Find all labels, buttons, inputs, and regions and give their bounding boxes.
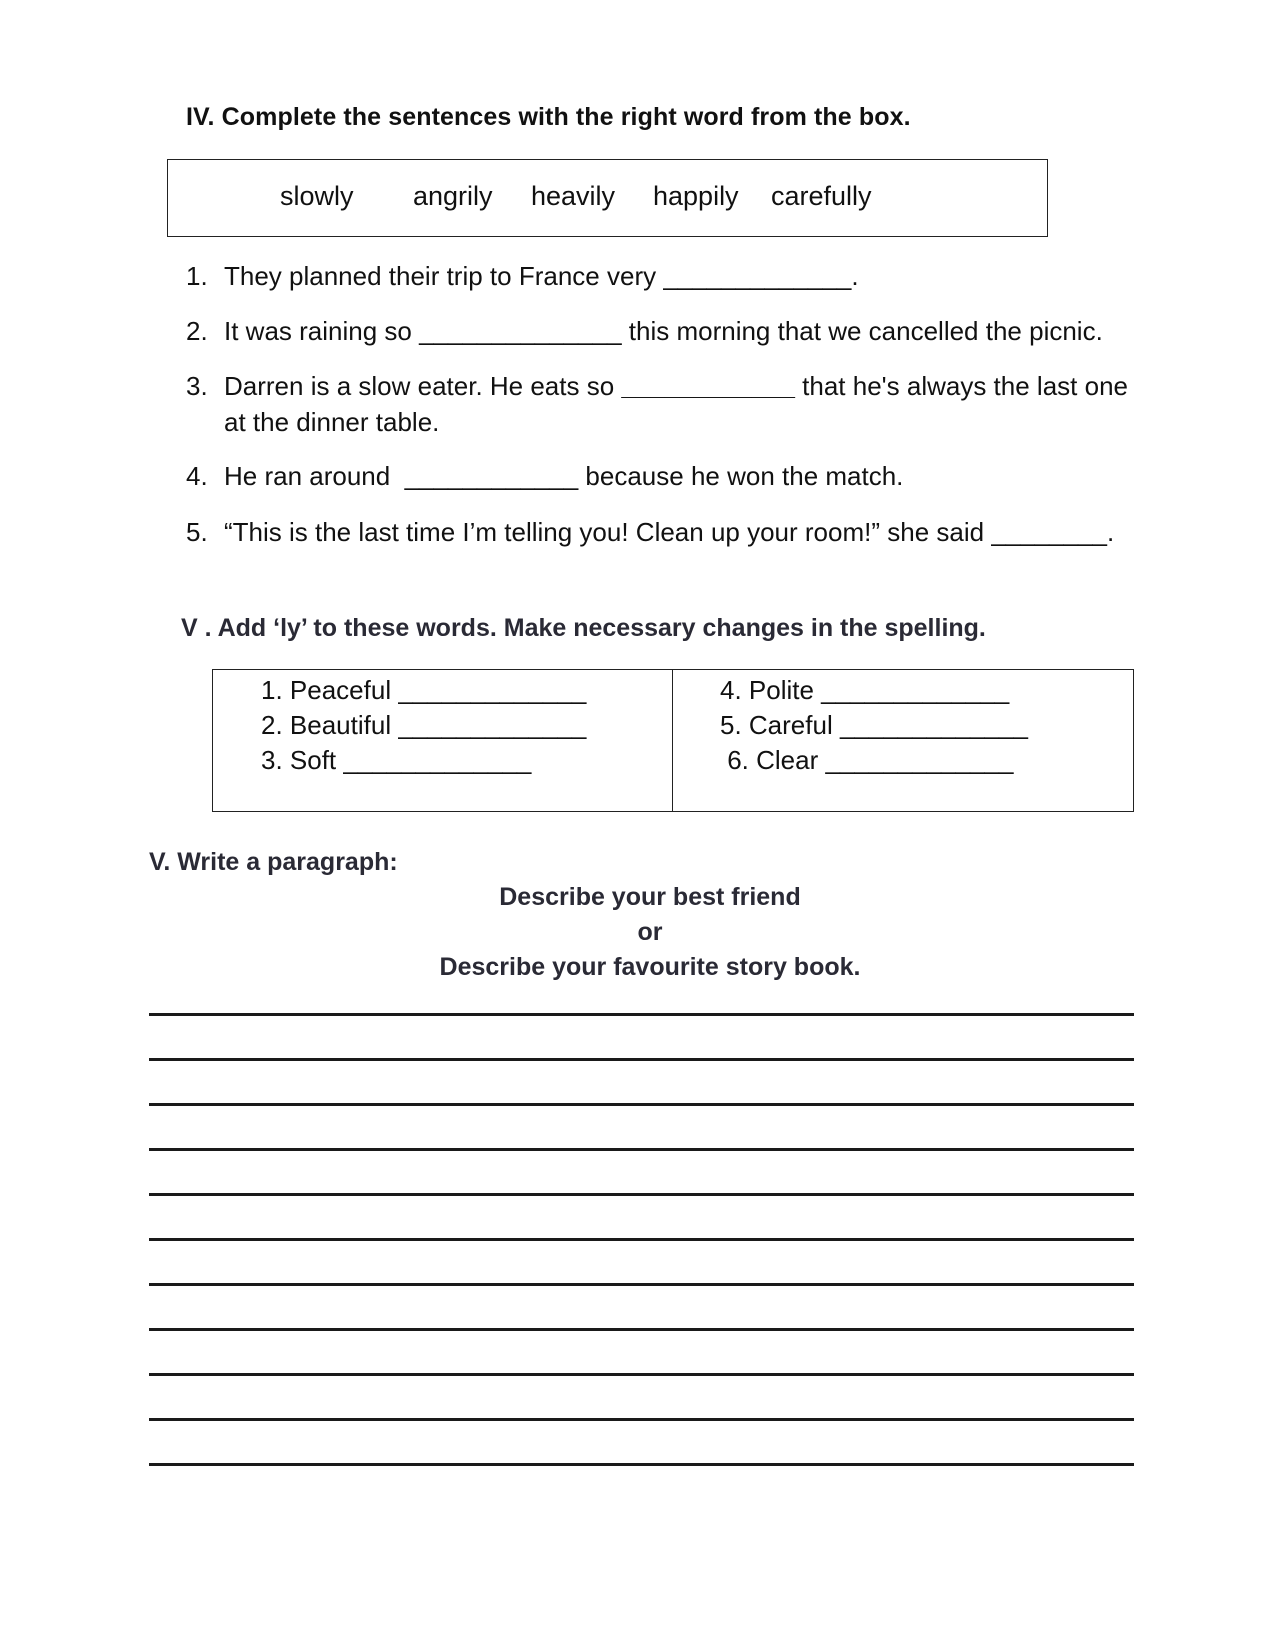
- prompt-line-2: Describe your favourite story book.: [439, 953, 861, 981]
- sentence-item: [186, 313, 1103, 349]
- sentence-text: They planned their trip to France very: [224, 261, 664, 291]
- prompt-line-1: Describe your best friend: [499, 883, 801, 911]
- sentence-text: It was raining so: [224, 316, 420, 346]
- sentence-text: this morning that we cancelled the picnic.: [621, 316, 1103, 346]
- writing-line[interactable]: [149, 1283, 1134, 1286]
- word-bank-box: [167, 159, 1048, 237]
- ly-word-item[interactable]: 5. Careful _____________: [720, 710, 1028, 740]
- word-bank-word: carefully: [771, 181, 872, 211]
- ly-word-item[interactable]: 3. Soft _____________: [261, 745, 532, 775]
- answer-blank[interactable]: ____________: [404, 461, 579, 491]
- sentence-item: [186, 514, 1114, 550]
- writing-line[interactable]: [149, 1013, 1134, 1016]
- ly-word-table: [212, 669, 1134, 812]
- sentence-number: 2.: [186, 316, 208, 346]
- writing-line[interactable]: [149, 1148, 1134, 1151]
- word-bank-word: heavily: [531, 181, 616, 211]
- sentence-number: 3.: [186, 371, 208, 401]
- answer-blank[interactable]: ________: [991, 517, 1107, 547]
- writing-line[interactable]: [149, 1193, 1134, 1196]
- answer-blank[interactable]: ____________: [621, 371, 795, 401]
- sentence-text: .: [851, 261, 859, 291]
- sentence-text: He ran around: [224, 461, 405, 491]
- sentence-number: 5.: [186, 517, 208, 547]
- ly-word-item[interactable]: 4. Polite _____________: [720, 675, 1010, 705]
- writing-line[interactable]: [149, 1418, 1134, 1421]
- writing-line[interactable]: [149, 1238, 1134, 1241]
- sentence-item: [186, 458, 903, 494]
- sentence-text: “This is the last time I’m telling you! Clean up your room!” she said: [224, 517, 992, 547]
- word-bank-word: happily: [653, 181, 739, 211]
- sentence-number: 4.: [186, 461, 208, 491]
- word-bank-word: slowly: [280, 181, 354, 211]
- sentence-item: [186, 258, 859, 294]
- writing-line[interactable]: [149, 1463, 1134, 1466]
- section-4-heading: IV. Complete the sentences with the right word from the box.: [186, 103, 911, 131]
- ly-word-item[interactable]: 1. Peaceful _____________: [261, 675, 587, 705]
- sentence-text: .: [1107, 517, 1115, 547]
- prompt-or: or: [637, 918, 663, 946]
- sentence-number: 1.: [186, 261, 208, 291]
- sentence-item: [186, 368, 1128, 440]
- sentence-text: that he's always the last one: [794, 371, 1128, 401]
- sentence-text: Darren is a slow eater. He eats so: [224, 371, 622, 401]
- writing-line[interactable]: [149, 1373, 1134, 1376]
- section-5-heading: V . Add ‘ly’ to these words. Make necessary changes in the spelling.: [181, 614, 986, 642]
- writing-line[interactable]: [149, 1103, 1134, 1106]
- ly-word-item[interactable]: 6. Clear _____________: [720, 745, 1014, 775]
- sentence-text: because he won the match.: [578, 461, 904, 491]
- answer-blank[interactable]: _____________: [663, 261, 852, 291]
- writing-line[interactable]: [149, 1058, 1134, 1061]
- writing-line[interactable]: [149, 1328, 1134, 1331]
- table-divider: [672, 670, 673, 811]
- sentence-continuation: at the dinner table.: [224, 407, 440, 437]
- answer-blank[interactable]: ______________: [419, 316, 622, 346]
- ly-word-item[interactable]: 2. Beautiful _____________: [261, 710, 587, 740]
- paragraph-heading: V. Write a paragraph:: [149, 848, 398, 876]
- word-bank-word: angrily: [413, 181, 493, 211]
